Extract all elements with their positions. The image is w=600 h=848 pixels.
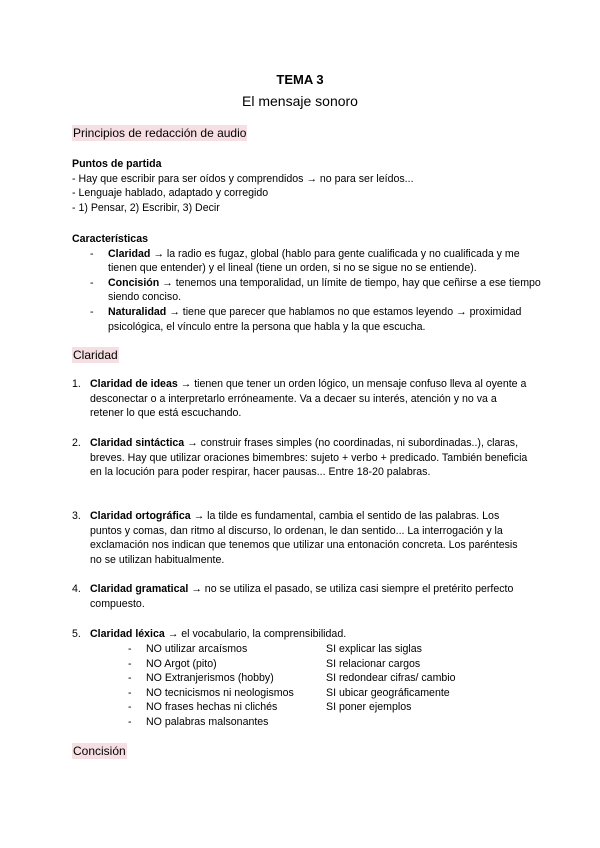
item-text: → tienen que tener un orden lógico, un mensaje confuso lleva al oyente a desconectar o a interpretarlo erróneamente. Va a decaer su interés, atención y no va a retener lo que está escuchando.	[90, 378, 527, 420]
item-number: 1.	[72, 378, 81, 390]
item-text: → construir frases simples (no coordinadas, ni subordinadas..), claras, breves. Hay que utilizar oraciones bimembres: sujeto + verbo + predicado. También beneficia en la locución para poder respirar, hacer pausas... Entre 18-20 palabras.	[90, 437, 528, 479]
si-item: SI relacionar cargos	[326, 657, 421, 670]
sublist-row	[128, 671, 458, 686]
claridad-item	[72, 377, 530, 421]
item-number: 4.	[72, 583, 81, 595]
no-item: NO Extranjerismos (hobby)	[146, 672, 274, 685]
claridad-item	[72, 627, 530, 642]
no-item: NO Argot (pito)	[146, 657, 217, 670]
section-heading-concision: Concisión	[73, 744, 126, 758]
item-text: → tenemos una temporalidad, un límite de tiempo, hay que ceñirse a ese tiempo siendo conciso.	[108, 276, 541, 304]
item-term: Claridad sintáctica	[90, 437, 185, 449]
sublist-row	[128, 657, 458, 672]
item-term: Claridad gramatical	[90, 583, 189, 595]
item-number: 2.	[72, 437, 81, 449]
item-term: Naturalidad	[108, 305, 167, 318]
dash-bullet: -	[90, 276, 94, 289]
item-term: Concisión	[108, 276, 160, 289]
puntos-line: - Hay que escribir para ser oídos y comprendidos → no para ser leídos...	[72, 172, 414, 185]
dash-bullet: -	[128, 701, 132, 714]
si-item: SI explicar las siglas	[326, 643, 422, 655]
caracteristicas-heading: Características	[72, 233, 148, 245]
section-heading-principios: Principios de redacción de audio	[73, 126, 247, 140]
claridad-item	[72, 582, 530, 611]
no-item: NO utilizar arcaísmos	[146, 643, 248, 655]
item-text: → la radio es fugaz, global (hablo para gente cualificada y no cualificada y me tienen que entender) y el lineal (tiene un orden, si no se sigue no se entiende).	[108, 247, 520, 275]
item-text: → el vocabulario, la comprensibilidad.	[164, 628, 347, 640]
item-term: Claridad léxica	[90, 628, 165, 640]
item-text: → no se utiliza el pasado, se utiliza casi siempre el pretérito perfecto compuesto.	[90, 583, 514, 610]
sublist-row	[128, 715, 458, 730]
puntos-line: - 1) Pensar, 2) Escribir, 3) Decir	[72, 201, 220, 214]
dash-bullet: -	[128, 657, 132, 670]
item-term: Claridad ortográfica	[90, 510, 191, 522]
no-item: NO palabras malsonantes	[146, 715, 269, 728]
dash-bullet: -	[90, 247, 94, 260]
item-term: Claridad	[108, 247, 151, 260]
sublist-row	[128, 642, 458, 657]
dash-bullet: -	[90, 305, 94, 318]
puntos-heading: Puntos de partida	[72, 158, 162, 170]
list-item	[72, 276, 542, 305]
claridad-item	[72, 509, 530, 567]
item-text: → tiene que parecer que hablamos no que estamos leyendo → proximidad psicológica, el vínculo entre la persona que habla y la que escucha.	[108, 305, 522, 333]
page-title: TEMA 3	[276, 72, 324, 87]
puntos-block	[72, 157, 542, 215]
lexica-sublist	[128, 642, 458, 730]
no-item: NO frases hechas ni clichés	[146, 701, 278, 714]
item-text: → la tilde es fundamental, cambia el sentido de las palabras. Los puntos y comas, dan ritmo al discurso, lo ordenan, le dan sentido... La interrogación y la exclamación nos indican que tenemos que utilizar una entonación concreta. Los paréntesis no se utilizan habitualmente.	[90, 510, 518, 566]
no-item: NO tecnicismos ni neologismos	[146, 686, 294, 699]
claridad-item	[72, 436, 530, 480]
item-number: 5.	[72, 628, 81, 640]
caracteristicas-block	[72, 232, 542, 334]
dash-bullet: -	[128, 643, 132, 655]
list-item	[72, 247, 542, 276]
si-item: SI poner ejemplos	[326, 701, 412, 714]
section-heading-claridad: Claridad	[73, 348, 118, 362]
puntos-line: - Lenguaje hablado, adaptado y corregido	[72, 187, 269, 200]
sublist-row	[128, 700, 458, 715]
sublist-row	[128, 686, 458, 701]
si-item: SI ubicar geográficamente	[326, 686, 450, 699]
item-number: 3.	[72, 510, 81, 522]
dash-bullet: -	[128, 686, 132, 699]
dash-bullet: -	[128, 715, 132, 728]
dash-bullet: -	[128, 672, 132, 685]
list-item	[72, 305, 542, 334]
page-subtitle: El mensaje sonoro	[242, 93, 358, 109]
item-term: Claridad de ideas	[90, 378, 178, 390]
si-item: SI redondear cifras/ cambio	[326, 672, 456, 685]
